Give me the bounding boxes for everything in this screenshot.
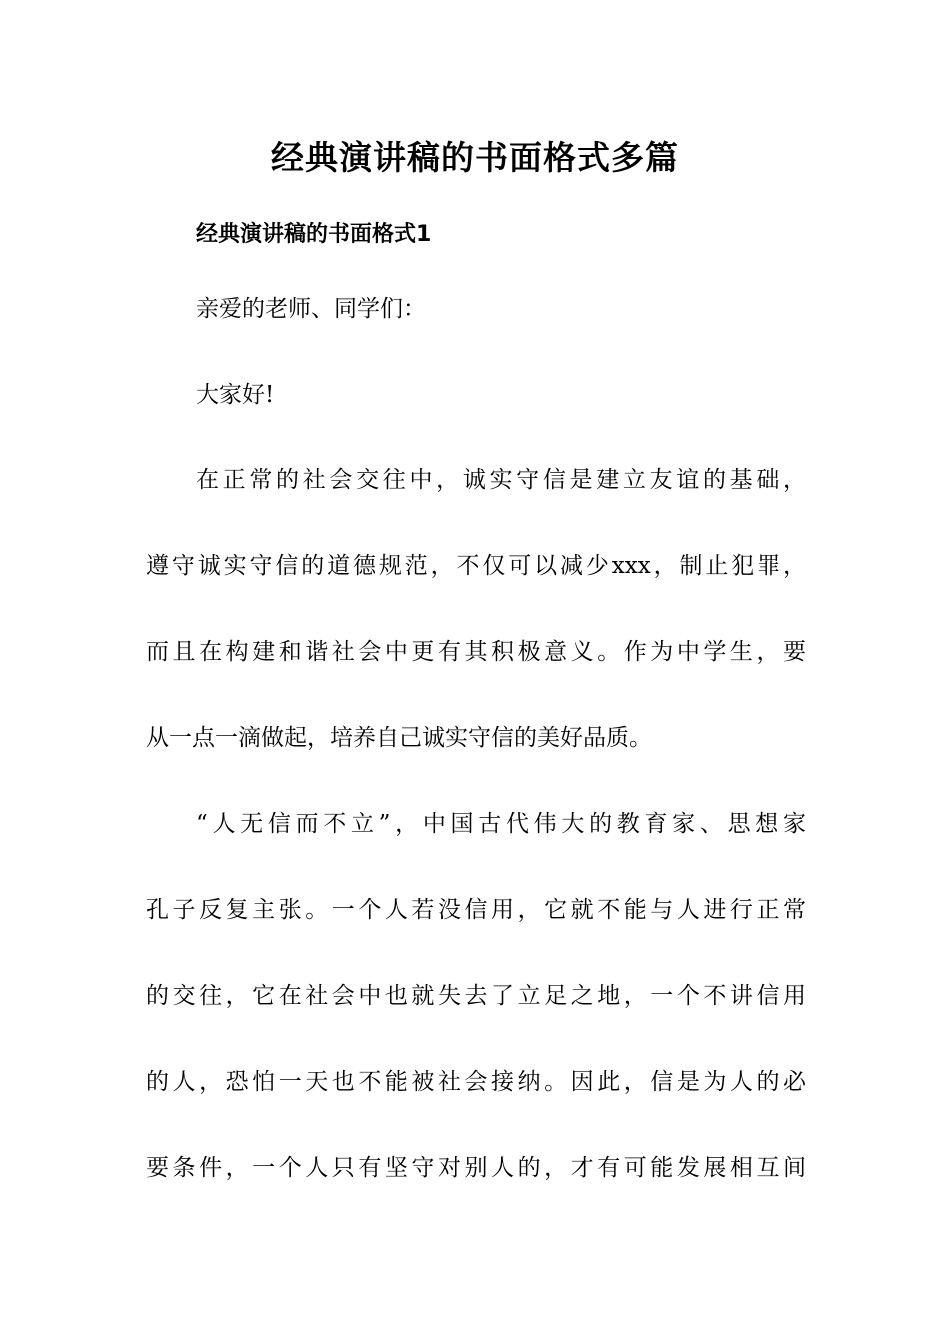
paragraph-line: “人无信而不立”，中国古代伟大的教育家、思想家	[196, 811, 806, 837]
section-heading: 经典演讲稿的书面格式1	[196, 222, 432, 247]
paragraph-line: 孔子反复主张。一个人若没信用，它就不能与人进行正常	[146, 897, 806, 923]
paragraph-line: 的人，恐怕一天也不能被社会接纳。因此，信是为人的必	[146, 1069, 806, 1095]
paragraph-line: 要条件，一个人只有坚守对别人的，才有可能发展相互间	[146, 1155, 806, 1181]
paragraph-line: 而且在构建和谐社会中更有其积极意义。作为中学生，要	[146, 639, 806, 665]
greeting-line: 亲爱的老师、同学们：	[196, 296, 426, 322]
paragraph-line: 在正常的社会交往中，诚实守信是建立友谊的基础，	[196, 467, 806, 493]
paragraph-line: 从一点一滴做起，培养自己诚实守信的美好品质。	[146, 725, 652, 751]
paragraph-line: 的交往，它在社会中也就失去了立足之地，一个不讲信用	[146, 983, 806, 1009]
salutation-line: 大家好!	[196, 382, 275, 408]
document-title: 经典演讲稿的书面格式多篇	[271, 138, 679, 177]
paragraph-line: 遵守诚实守信的道德规范，不仅可以减少xxx，制止犯罪，	[146, 553, 806, 579]
